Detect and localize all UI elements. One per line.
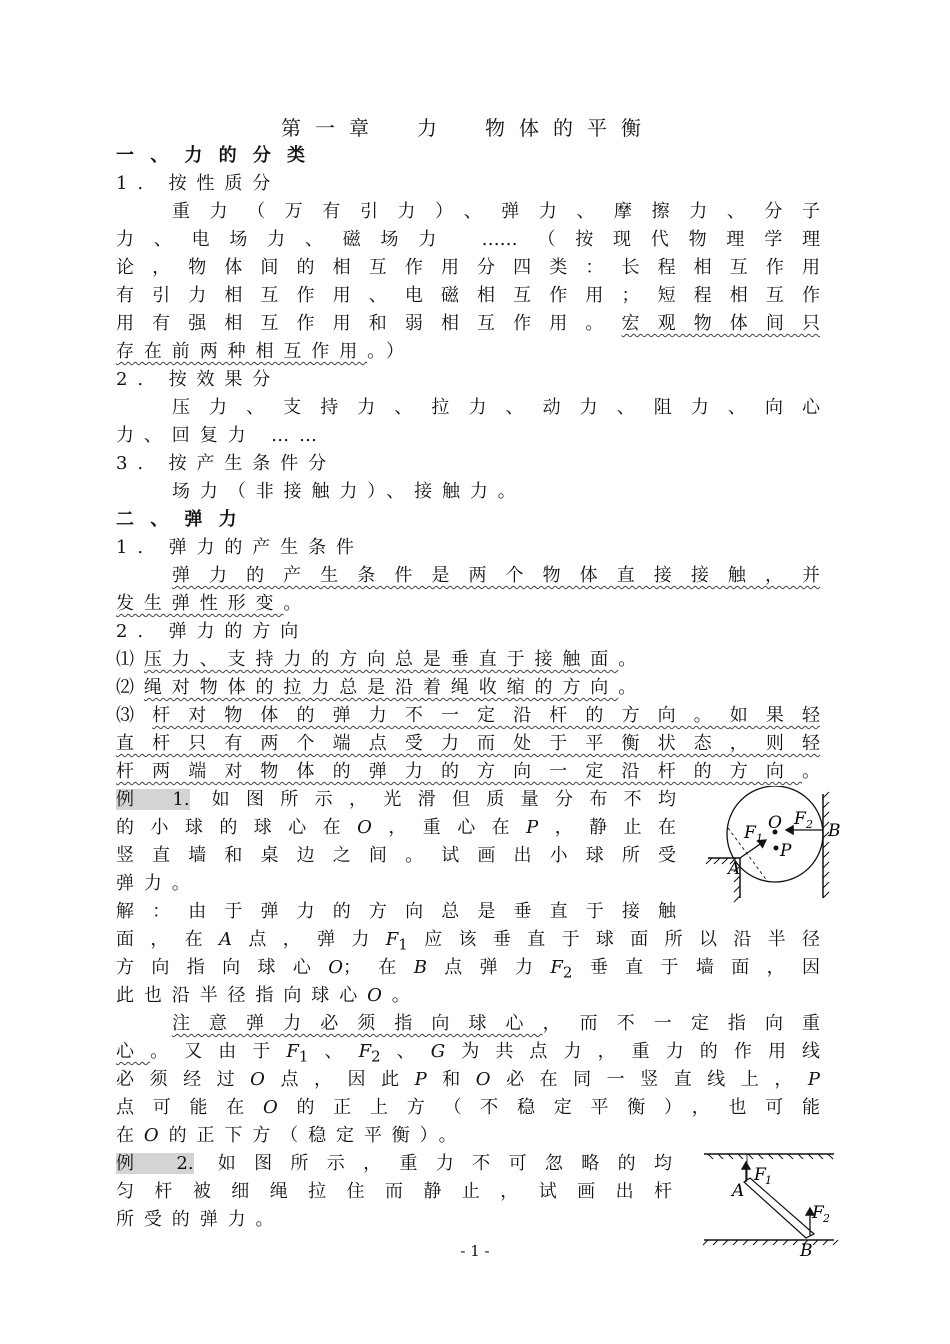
note-line bbox=[116, 1038, 820, 1066]
example2-line: 匀杆被细绳拉住而静止，试画出杆 bbox=[116, 1181, 672, 1202]
note-line bbox=[172, 1010, 820, 1038]
note-line bbox=[116, 1066, 820, 1094]
list-number: ⑴ bbox=[116, 649, 144, 670]
symbol-O: O bbox=[475, 1069, 491, 1090]
label-F1: F bbox=[744, 823, 756, 843]
label-P: P bbox=[780, 841, 792, 861]
rule-line bbox=[116, 646, 820, 674]
subheading-by-effect: 2. 按效果分 bbox=[116, 369, 281, 390]
symbol-A: A bbox=[219, 929, 233, 950]
symbol-O: O bbox=[357, 817, 372, 838]
label-F1: F bbox=[754, 1165, 766, 1185]
text-run: 点，因此 bbox=[264, 1069, 415, 1090]
subheading-elastic-condition: 1. 弹力的产生条件 bbox=[116, 537, 364, 558]
symbol-B: B bbox=[413, 957, 427, 978]
example1-line bbox=[116, 814, 676, 842]
text-run: 此也沿半径指向球心 bbox=[116, 985, 368, 1006]
text-run: 的正下方（稳定平衡）。 bbox=[168, 1125, 467, 1146]
paragraph-line bbox=[116, 590, 820, 618]
text-run: 和 bbox=[426, 1069, 476, 1090]
symbol-F: F bbox=[358, 1041, 372, 1062]
example1-line: 弹力。 bbox=[116, 873, 200, 894]
paragraph-line: 重力（万有引力）、弹力、摩擦力、分子 bbox=[172, 201, 820, 222]
text-run: 。 bbox=[618, 677, 647, 698]
solution-line: 解：由于弹力的方向总是垂直于接触 bbox=[116, 901, 676, 922]
text-run: 如图所示，重力不可忽略的均 bbox=[217, 1153, 673, 1174]
example-label: 例 1. bbox=[116, 789, 190, 810]
paragraph-line: 力、回复力 …… bbox=[116, 425, 327, 446]
section-heading-2: 二、弹力 bbox=[116, 509, 253, 530]
figure-ball-wall bbox=[700, 786, 850, 906]
text-run: 方向指向球心 bbox=[116, 957, 329, 978]
symbol-F: F bbox=[385, 929, 399, 950]
symbol-F: F bbox=[286, 1041, 299, 1062]
gravity-point-P bbox=[774, 846, 779, 851]
paragraph-line: 力、电场力、磁场力 ……（按现代物理学理 bbox=[116, 229, 820, 250]
page-number: - 1 - bbox=[460, 1242, 490, 1260]
text-run: 点，弹力 bbox=[232, 929, 386, 950]
paragraph-line: 论，物体间的相互作用分四类：长程相互作用 bbox=[116, 257, 820, 278]
paragraph-line: 场力（非接触力）、接触力。 bbox=[172, 481, 526, 502]
text-run: ；在 bbox=[342, 957, 414, 978]
label-A: A bbox=[732, 1181, 745, 1201]
rule-line bbox=[116, 730, 820, 758]
text-run: 点可能在 bbox=[116, 1097, 263, 1118]
emphasis-text: 压力、支持力的方向总是垂直于接触面 bbox=[143, 649, 619, 670]
emphasis-text: 弹力的产生条件是两个物体直接接触，并 bbox=[172, 565, 820, 586]
label-O: O bbox=[768, 813, 782, 833]
emphasis-text: 杆两端对物体的弹力的方向一定沿杆的方向 bbox=[116, 761, 802, 782]
paragraph-line: 压力、支持力、拉力、动力、阻力、向心 bbox=[172, 397, 820, 418]
rule-line bbox=[116, 674, 820, 702]
text-run: 为共点力，重力的作用线 bbox=[445, 1041, 821, 1062]
paragraph-line: 有引力相互作用、电磁相互作用；短程相互作 bbox=[116, 285, 820, 306]
emphasis-text: 存在前两种相互作用 bbox=[116, 341, 368, 362]
label-F2-sub: 2 bbox=[823, 1212, 830, 1225]
text-run: 垂直于墙面，因 bbox=[572, 957, 821, 978]
example-label: 例 2. bbox=[116, 1153, 194, 1174]
label-F2-sub: 2 bbox=[806, 818, 813, 831]
emphasis-text: 杆对物体的弹力不一定沿杆的方向。 bbox=[152, 705, 730, 726]
list-number: ⑵ bbox=[116, 677, 144, 698]
emphasis-text: 发生弹性形变 bbox=[116, 593, 284, 614]
symbol-P: P bbox=[807, 1069, 821, 1090]
text-run: 必在同一竖直线上， bbox=[490, 1069, 808, 1090]
text-run: 的正上方（不稳定平衡），也可能 bbox=[277, 1097, 821, 1118]
note-line bbox=[116, 1122, 820, 1150]
label-F1-sub: 1 bbox=[756, 832, 763, 845]
symbol-O: O bbox=[250, 1069, 265, 1090]
emphasis-text: 直杆只有两个端点受力而处于平衡状态，则轻 bbox=[116, 733, 820, 754]
text-run: 的小球的球心在 bbox=[116, 817, 358, 838]
label-A: A bbox=[728, 859, 741, 879]
text-run: 用有强相互作用和弱相互作用。 bbox=[116, 313, 622, 334]
text-run: 应该垂直于球面所以沿半径 bbox=[407, 929, 821, 950]
subscript: 1 bbox=[298, 1047, 309, 1066]
text-run: 、 bbox=[308, 1041, 359, 1062]
subheading-by-nature: 1. 按性质分 bbox=[116, 173, 281, 194]
emphasis-text: 绳对物体的拉力总是沿着绳收缩的方向 bbox=[143, 677, 619, 698]
label-F1-sub: 1 bbox=[765, 1174, 772, 1187]
symbol-O: O bbox=[263, 1097, 278, 1118]
rule-line bbox=[116, 758, 820, 786]
emphasis-text: 宏观物体间只 bbox=[621, 313, 821, 334]
paragraph-line bbox=[116, 310, 820, 338]
text-run: ，重心在 bbox=[371, 817, 527, 838]
subscript: 1 bbox=[398, 935, 408, 954]
rule-line bbox=[116, 702, 820, 730]
text-run: 。又由于 bbox=[150, 1041, 287, 1062]
symbol-O: O bbox=[367, 985, 392, 1006]
symbol-F: F bbox=[550, 957, 563, 978]
subscript: 2 bbox=[562, 963, 573, 982]
emphasis-text: 注意弹力必须指向球心 bbox=[172, 1013, 543, 1034]
symbol-O: O bbox=[143, 1125, 169, 1146]
example2-line bbox=[116, 1150, 672, 1178]
rod bbox=[744, 1178, 814, 1238]
label-F2: F bbox=[812, 1203, 824, 1223]
solution-line bbox=[116, 926, 820, 954]
example2-line: 所受的弹力。 bbox=[116, 1209, 284, 1230]
wall-hatch bbox=[823, 792, 829, 898]
section-heading-1: 一、力的分类 bbox=[116, 145, 322, 166]
emphasis-text: 如果轻 bbox=[729, 705, 821, 726]
example1-line bbox=[116, 786, 676, 814]
solution-line bbox=[116, 982, 820, 1010]
text-run: ，静止在 bbox=[538, 817, 677, 838]
subscript: 2 bbox=[371, 1047, 381, 1066]
text-run: 面，在 bbox=[116, 929, 220, 950]
text-run: 。 bbox=[802, 761, 820, 782]
label-B: B bbox=[800, 1241, 813, 1258]
text-run: 。 bbox=[391, 985, 420, 1006]
text-run: 在 bbox=[116, 1125, 144, 1146]
list-number: ⑶ bbox=[116, 705, 153, 726]
label-F2: F bbox=[794, 809, 806, 829]
example1-line: 竖直墙和桌边之间。试画出小球所受 bbox=[116, 845, 676, 866]
subheading-elastic-direction: 2. 弹力的方向 bbox=[116, 621, 309, 642]
text-run: 如图所示，光滑但质量分布不均 bbox=[211, 789, 676, 810]
symbol-P: P bbox=[414, 1069, 427, 1090]
text-run: ，而不一定指向重 bbox=[542, 1013, 821, 1034]
text-run: 、 bbox=[380, 1041, 431, 1062]
paragraph-line bbox=[172, 562, 820, 590]
note-line bbox=[116, 1094, 820, 1122]
text-run: 必须经过 bbox=[116, 1069, 251, 1090]
symbol-P: P bbox=[526, 817, 539, 838]
text-run: 。 bbox=[618, 649, 647, 670]
label-B: B bbox=[828, 821, 841, 841]
symbol-G: G bbox=[430, 1041, 446, 1062]
symbol-O: O bbox=[328, 957, 343, 978]
emphasis-text: 心 bbox=[116, 1041, 151, 1062]
chapter-title: 第一章 力 物体的平衡 bbox=[281, 116, 655, 140]
paragraph-line bbox=[116, 338, 820, 366]
text-run: 。 bbox=[283, 593, 312, 614]
subheading-by-condition: 3. 按产生条件分 bbox=[116, 453, 336, 474]
text-run: 点弹力 bbox=[426, 957, 551, 978]
text-run: 。） bbox=[367, 341, 414, 362]
solution-line bbox=[116, 954, 820, 982]
